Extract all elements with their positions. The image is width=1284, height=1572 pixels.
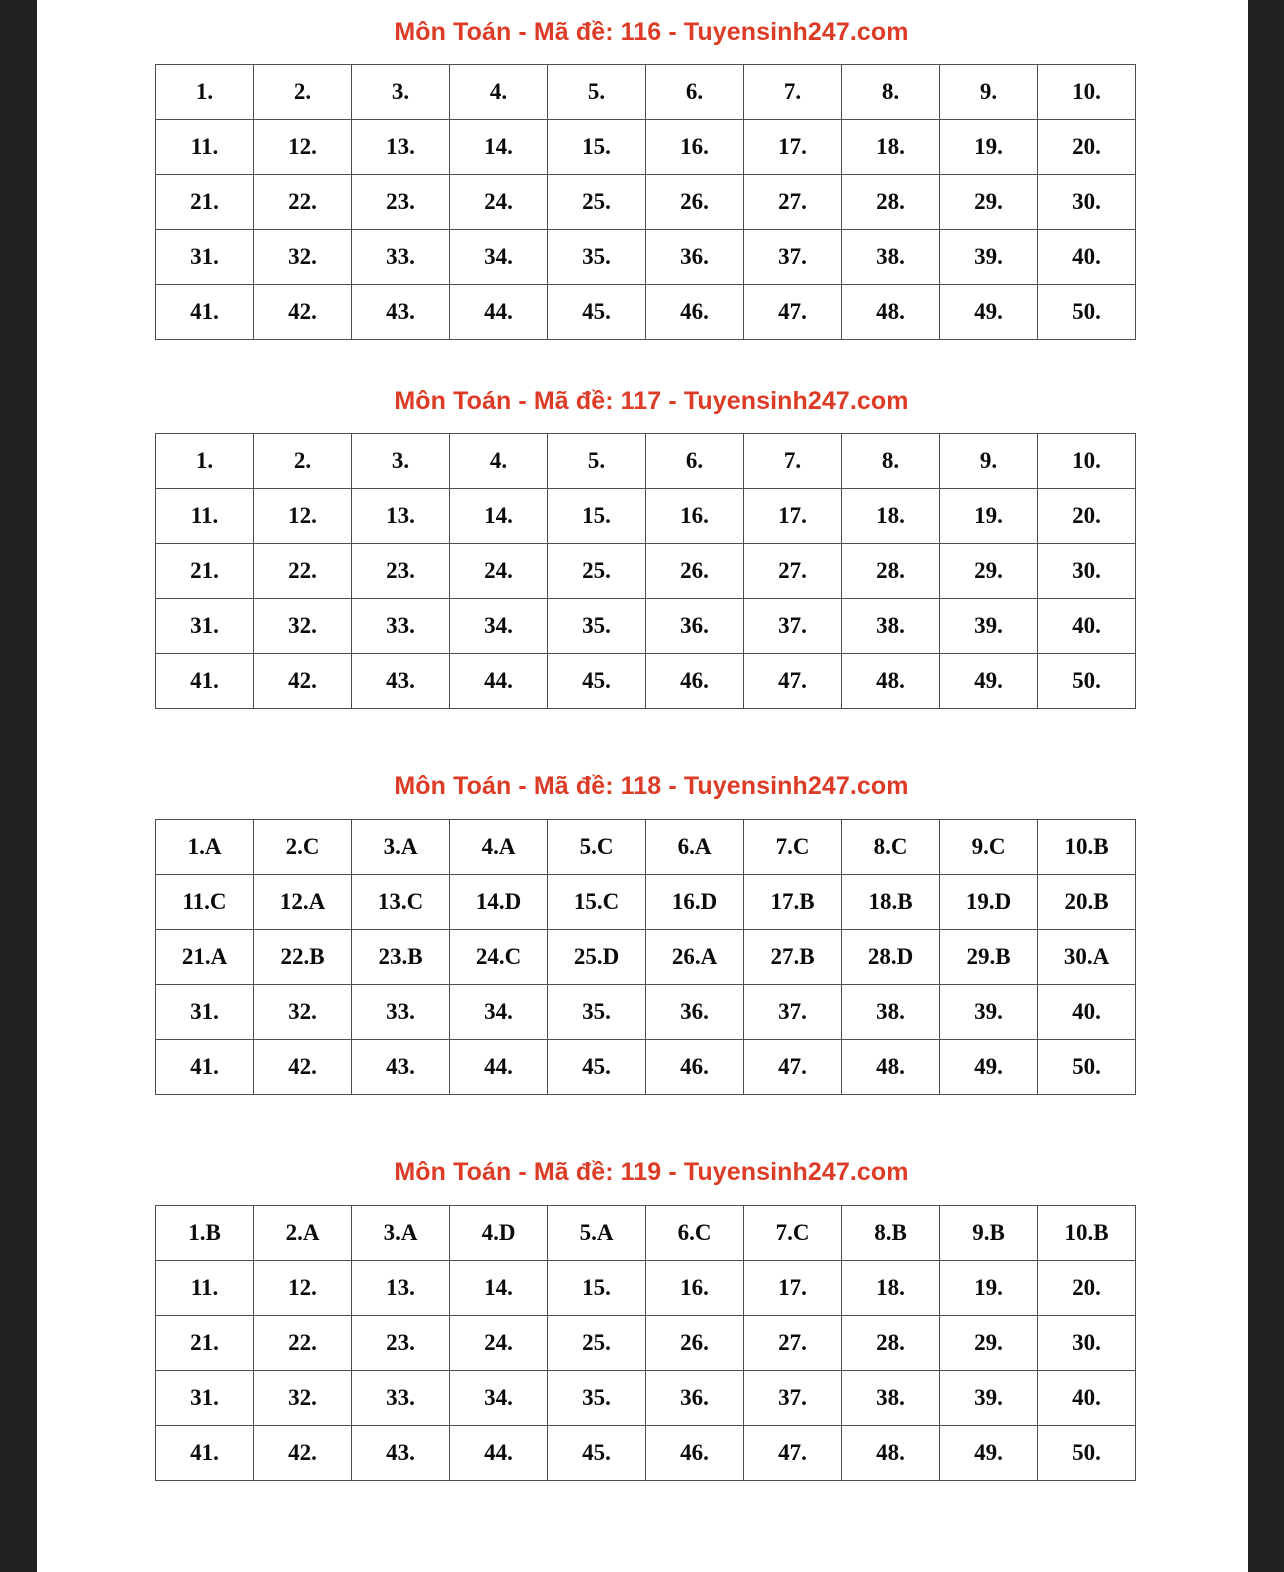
answer-cell[interactable]: 49. — [940, 654, 1038, 709]
answer-cell[interactable]: 16. — [646, 120, 744, 175]
answer-cell[interactable]: 19. — [940, 120, 1038, 175]
answer-cell[interactable]: 27. — [744, 544, 842, 599]
answer-cell[interactable]: 28. — [842, 544, 940, 599]
answer-cell[interactable]: 39. — [940, 985, 1038, 1040]
answer-cell[interactable]: 41. — [156, 654, 254, 709]
answer-cell[interactable]: 16. — [646, 1261, 744, 1316]
answer-cell[interactable]: 7.C — [744, 820, 842, 875]
answer-cell[interactable]: 49. — [940, 285, 1038, 340]
answer-cell[interactable]: 12. — [254, 489, 352, 544]
table-row — [156, 544, 1136, 599]
answer-cell[interactable]: 33. — [352, 1371, 450, 1426]
answer-cell[interactable]: 40. — [1038, 985, 1136, 1040]
answer-cell[interactable]: 14. — [450, 489, 548, 544]
answer-cell[interactable]: 26. — [646, 544, 744, 599]
answer-cell[interactable]: 23. — [352, 544, 450, 599]
answer-cell[interactable]: 30. — [1038, 1316, 1136, 1371]
answer-cell[interactable]: 30. — [1038, 544, 1136, 599]
answer-table-119 — [155, 1205, 1136, 1481]
answer-cell[interactable]: 27. — [744, 175, 842, 230]
answer-cell[interactable]: 8. — [842, 434, 940, 489]
answer-cell[interactable]: 46. — [646, 1426, 744, 1481]
table-row — [156, 1040, 1136, 1095]
answer-cell[interactable]: 2.C — [254, 820, 352, 875]
answer-cell[interactable]: 40. — [1038, 599, 1136, 654]
table-row — [156, 1316, 1136, 1371]
answer-cell[interactable]: 45. — [548, 285, 646, 340]
answer-cell[interactable]: 50. — [1038, 285, 1136, 340]
answer-cell[interactable]: 13. — [352, 120, 450, 175]
answer-cell[interactable]: 12. — [254, 120, 352, 175]
answer-cell[interactable]: 44. — [450, 1426, 548, 1481]
answer-cell[interactable]: 29. — [940, 175, 1038, 230]
answer-cell[interactable]: 32. — [254, 599, 352, 654]
answer-block-116 — [37, 18, 1248, 340]
answer-cell[interactable]: 48. — [842, 1426, 940, 1481]
answer-cell[interactable]: 28. — [842, 175, 940, 230]
answer-block-119 — [37, 1158, 1248, 1481]
answer-cell[interactable]: 8.B — [842, 1206, 940, 1261]
answer-cell[interactable]: 47. — [744, 1040, 842, 1095]
answer-cell[interactable]: 17.B — [744, 875, 842, 930]
answer-cell[interactable]: 50. — [1038, 1426, 1136, 1481]
answer-cell[interactable]: 43. — [352, 1040, 450, 1095]
answer-cell[interactable]: 8. — [842, 65, 940, 120]
answer-cell[interactable]: 43. — [352, 1426, 450, 1481]
answer-cell[interactable]: 3.A — [352, 1206, 450, 1261]
answer-cell[interactable]: 15. — [548, 120, 646, 175]
answer-cell[interactable]: 39. — [940, 599, 1038, 654]
answer-cell[interactable]: 2. — [254, 434, 352, 489]
answer-cell[interactable]: 17. — [744, 1261, 842, 1316]
answer-cell[interactable]: 28.D — [842, 930, 940, 985]
table-row — [156, 1371, 1136, 1426]
answer-cell[interactable]: 14. — [450, 1261, 548, 1316]
answer-cell[interactable]: 5. — [548, 65, 646, 120]
answer-cell[interactable]: 10.B — [1038, 1206, 1136, 1261]
answer-cell[interactable]: 33. — [352, 985, 450, 1040]
answer-cell[interactable]: 19. — [940, 1261, 1038, 1316]
answer-cell[interactable]: 17. — [744, 489, 842, 544]
answer-cell[interactable]: 20. — [1038, 1261, 1136, 1316]
answer-cell[interactable]: 7. — [744, 434, 842, 489]
answer-cell[interactable]: 43. — [352, 285, 450, 340]
answer-cell[interactable]: 27. — [744, 1316, 842, 1371]
answer-cell[interactable]: 49. — [940, 1040, 1038, 1095]
answer-table-117 — [155, 433, 1136, 709]
answer-cell[interactable]: 11. — [156, 1261, 254, 1316]
answer-cell[interactable]: 23. — [352, 1316, 450, 1371]
answer-cell[interactable]: 36. — [646, 230, 744, 285]
answer-cell[interactable]: 1.B — [156, 1206, 254, 1261]
answer-cell[interactable]: 2. — [254, 65, 352, 120]
answer-cell[interactable]: 18.B — [842, 875, 940, 930]
answer-block-title-117: Môn Toán - Mã đề: 117 - Tuyensinh247.com — [394, 387, 909, 415]
answer-cell[interactable]: 29. — [940, 544, 1038, 599]
answer-cell[interactable]: 26. — [646, 1316, 744, 1371]
answer-cell[interactable]: 19. — [940, 489, 1038, 544]
answer-key-page — [37, 0, 1248, 1572]
answer-cell[interactable]: 37. — [744, 985, 842, 1040]
answer-cell[interactable]: 10. — [1038, 434, 1136, 489]
answer-cell[interactable]: 30.A — [1038, 930, 1136, 985]
answer-cell[interactable]: 24. — [450, 1316, 548, 1371]
answer-table-116 — [155, 64, 1136, 340]
table-row — [156, 65, 1136, 120]
answer-cell[interactable]: 38. — [842, 599, 940, 654]
answer-cell[interactable]: 17. — [744, 120, 842, 175]
answer-cell[interactable]: 6.C — [646, 1206, 744, 1261]
table-row — [156, 1426, 1136, 1481]
answer-cell[interactable]: 15.C — [548, 875, 646, 930]
answer-cell[interactable]: 24. — [450, 544, 548, 599]
answer-cell[interactable]: 48. — [842, 285, 940, 340]
answer-cell[interactable]: 22. — [254, 1316, 352, 1371]
answer-cell[interactable]: 46. — [646, 285, 744, 340]
answer-cell[interactable]: 33. — [352, 230, 450, 285]
table-row — [156, 1261, 1136, 1316]
table-row — [156, 985, 1136, 1040]
answer-cell[interactable]: 3. — [352, 434, 450, 489]
answer-cell[interactable]: 6.A — [646, 820, 744, 875]
answer-cell[interactable]: 29. — [940, 1316, 1038, 1371]
device-bezel-right — [1248, 0, 1284, 1572]
answer-cell[interactable]: 41. — [156, 1426, 254, 1481]
answer-cell[interactable]: 18. — [842, 1261, 940, 1316]
answer-cell[interactable]: 44. — [450, 654, 548, 709]
table-row — [156, 1206, 1136, 1261]
answer-cell[interactable]: 21.A — [156, 930, 254, 985]
answer-cell[interactable]: 47. — [744, 654, 842, 709]
answer-cell[interactable]: 3. — [352, 65, 450, 120]
answer-cell[interactable]: 42. — [254, 1040, 352, 1095]
answer-cell[interactable]: 46. — [646, 1040, 744, 1095]
answer-table-118 — [155, 819, 1136, 1095]
answer-cell[interactable]: 42. — [254, 1426, 352, 1481]
answer-cell[interactable]: 1.A — [156, 820, 254, 875]
answer-block-title-119: Môn Toán - Mã đề: 119 - Tuyensinh247.com — [394, 1158, 909, 1186]
answer-cell[interactable]: 20. — [1038, 120, 1136, 175]
answer-cell[interactable]: 48. — [842, 1040, 940, 1095]
answer-cell[interactable]: 40. — [1038, 1371, 1136, 1426]
answer-cell[interactable]: 38. — [842, 230, 940, 285]
answer-cell[interactable]: 9.B — [940, 1206, 1038, 1261]
answer-cell[interactable]: 7.C — [744, 1206, 842, 1261]
answer-cell[interactable]: 5. — [548, 434, 646, 489]
answer-cell[interactable]: 35. — [548, 985, 646, 1040]
answer-cell[interactable]: 9. — [940, 65, 1038, 120]
answer-cell[interactable]: 18. — [842, 120, 940, 175]
answer-cell[interactable]: 21. — [156, 1316, 254, 1371]
answer-cell[interactable]: 45. — [548, 654, 646, 709]
answer-cell[interactable]: 1. — [156, 65, 254, 120]
answer-block-title-118: Môn Toán - Mã đề: 118 - Tuyensinh247.com — [394, 772, 909, 800]
answer-cell[interactable]: 39. — [940, 230, 1038, 285]
answer-cell[interactable]: 9. — [940, 434, 1038, 489]
answer-cell[interactable]: 26.A — [646, 930, 744, 985]
answer-cell[interactable]: 11.C — [156, 875, 254, 930]
answer-cell[interactable]: 31. — [156, 230, 254, 285]
answer-cell[interactable]: 16. — [646, 489, 744, 544]
table-row — [156, 875, 1136, 930]
answer-cell[interactable]: 38. — [842, 1371, 940, 1426]
table-row — [156, 285, 1136, 340]
answer-cell[interactable]: 37. — [744, 599, 842, 654]
answer-cell[interactable]: 26. — [646, 175, 744, 230]
answer-cell[interactable]: 13. — [352, 489, 450, 544]
table-row — [156, 120, 1136, 175]
answer-cell[interactable]: 42. — [254, 285, 352, 340]
answer-cell[interactable]: 41. — [156, 285, 254, 340]
answer-cell[interactable]: 1. — [156, 434, 254, 489]
answer-key-content — [37, 18, 1248, 1481]
answer-cell[interactable]: 9.C — [940, 820, 1038, 875]
answer-cell[interactable]: 43. — [352, 654, 450, 709]
answer-cell[interactable]: 44. — [450, 285, 548, 340]
answer-cell[interactable]: 24. — [450, 175, 548, 230]
answer-cell[interactable]: 24.C — [450, 930, 548, 985]
answer-cell[interactable]: 15. — [548, 489, 646, 544]
answer-cell[interactable]: 6. — [646, 434, 744, 489]
device-bezel-left — [0, 0, 37, 1572]
answer-cell[interactable]: 31. — [156, 599, 254, 654]
answer-cell[interactable]: 34. — [450, 1371, 548, 1426]
answer-cell[interactable]: 25. — [548, 175, 646, 230]
answer-block-title-116: Môn Toán - Mã đề: 116 - Tuyensinh247.com — [394, 18, 909, 46]
answer-cell[interactable]: 31. — [156, 985, 254, 1040]
answer-cell[interactable]: 6. — [646, 65, 744, 120]
answer-cell[interactable]: 10.B — [1038, 820, 1136, 875]
table-row — [156, 230, 1136, 285]
answer-cell[interactable]: 36. — [646, 1371, 744, 1426]
answer-cell[interactable]: 45. — [548, 1426, 646, 1481]
answer-cell[interactable]: 13.C — [352, 875, 450, 930]
answer-cell[interactable]: 37. — [744, 230, 842, 285]
answer-cell[interactable]: 38. — [842, 985, 940, 1040]
answer-block-117 — [37, 387, 1248, 709]
answer-cell[interactable]: 45. — [548, 1040, 646, 1095]
answer-cell[interactable]: 25.D — [548, 930, 646, 985]
answer-cell[interactable]: 30. — [1038, 175, 1136, 230]
answer-cell[interactable]: 21. — [156, 175, 254, 230]
answer-cell[interactable]: 12.A — [254, 875, 352, 930]
answer-cell[interactable]: 37. — [744, 1371, 842, 1426]
table-row — [156, 175, 1136, 230]
table-row — [156, 654, 1136, 709]
answer-cell[interactable]: 31. — [156, 1371, 254, 1426]
answer-cell[interactable]: 48. — [842, 654, 940, 709]
answer-cell[interactable]: 12. — [254, 1261, 352, 1316]
answer-cell[interactable]: 32. — [254, 230, 352, 285]
answer-cell[interactable]: 23.B — [352, 930, 450, 985]
answer-cell[interactable]: 46. — [646, 654, 744, 709]
answer-cell[interactable]: 2.A — [254, 1206, 352, 1261]
answer-cell[interactable]: 25. — [548, 544, 646, 599]
answer-cell[interactable]: 28. — [842, 1316, 940, 1371]
answer-cell[interactable]: 20.B — [1038, 875, 1136, 930]
answer-cell[interactable]: 50. — [1038, 654, 1136, 709]
answer-cell[interactable]: 50. — [1038, 1040, 1136, 1095]
answer-cell[interactable]: 5.A — [548, 1206, 646, 1261]
answer-cell[interactable]: 29.B — [940, 930, 1038, 985]
answer-cell[interactable]: 22. — [254, 544, 352, 599]
answer-cell[interactable]: 10. — [1038, 65, 1136, 120]
answer-cell[interactable]: 11. — [156, 120, 254, 175]
table-row — [156, 599, 1136, 654]
answer-cell[interactable]: 27.B — [744, 930, 842, 985]
answer-cell[interactable]: 4. — [450, 65, 548, 120]
answer-cell[interactable]: 47. — [744, 285, 842, 340]
answer-cell[interactable]: 21. — [156, 544, 254, 599]
answer-cell[interactable]: 35. — [548, 599, 646, 654]
table-row — [156, 434, 1136, 489]
table-row — [156, 820, 1136, 875]
table-row — [156, 489, 1136, 544]
answer-cell[interactable]: 22.B — [254, 930, 352, 985]
answer-cell[interactable]: 4.A — [450, 820, 548, 875]
answer-cell[interactable]: 34. — [450, 230, 548, 285]
answer-cell[interactable]: 32. — [254, 1371, 352, 1426]
answer-cell[interactable]: 34. — [450, 599, 548, 654]
answer-cell[interactable]: 14. — [450, 120, 548, 175]
answer-cell[interactable]: 36. — [646, 599, 744, 654]
answer-cell[interactable]: 3.A — [352, 820, 450, 875]
answer-cell[interactable]: 47. — [744, 1426, 842, 1481]
answer-cell[interactable]: 39. — [940, 1371, 1038, 1426]
answer-cell[interactable]: 32. — [254, 985, 352, 1040]
table-row — [156, 930, 1136, 985]
answer-cell[interactable]: 18. — [842, 489, 940, 544]
answer-cell[interactable]: 33. — [352, 599, 450, 654]
answer-cell[interactable]: 4. — [450, 434, 548, 489]
answer-cell[interactable]: 41. — [156, 1040, 254, 1095]
answer-cell[interactable]: 19.D — [940, 875, 1038, 930]
answer-cell[interactable]: 49. — [940, 1426, 1038, 1481]
answer-cell[interactable]: 23. — [352, 175, 450, 230]
answer-cell[interactable]: 20. — [1038, 489, 1136, 544]
answer-cell[interactable]: 35. — [548, 230, 646, 285]
answer-cell[interactable]: 40. — [1038, 230, 1136, 285]
answer-cell[interactable]: 11. — [156, 489, 254, 544]
answer-block-118 — [37, 772, 1248, 1095]
answer-cell[interactable]: 7. — [744, 65, 842, 120]
answer-cell[interactable]: 35. — [548, 1371, 646, 1426]
answer-cell[interactable]: 16.D — [646, 875, 744, 930]
answer-cell[interactable]: 34. — [450, 985, 548, 1040]
answer-cell[interactable]: 4.D — [450, 1206, 548, 1261]
answer-cell[interactable]: 8.C — [842, 820, 940, 875]
answer-cell[interactable]: 14.D — [450, 875, 548, 930]
answer-cell[interactable]: 25. — [548, 1316, 646, 1371]
answer-cell[interactable]: 5.C — [548, 820, 646, 875]
answer-cell[interactable]: 15. — [548, 1261, 646, 1316]
answer-cell[interactable]: 36. — [646, 985, 744, 1040]
answer-cell[interactable]: 42. — [254, 654, 352, 709]
answer-cell[interactable]: 22. — [254, 175, 352, 230]
answer-cell[interactable]: 13. — [352, 1261, 450, 1316]
answer-cell[interactable]: 44. — [450, 1040, 548, 1095]
